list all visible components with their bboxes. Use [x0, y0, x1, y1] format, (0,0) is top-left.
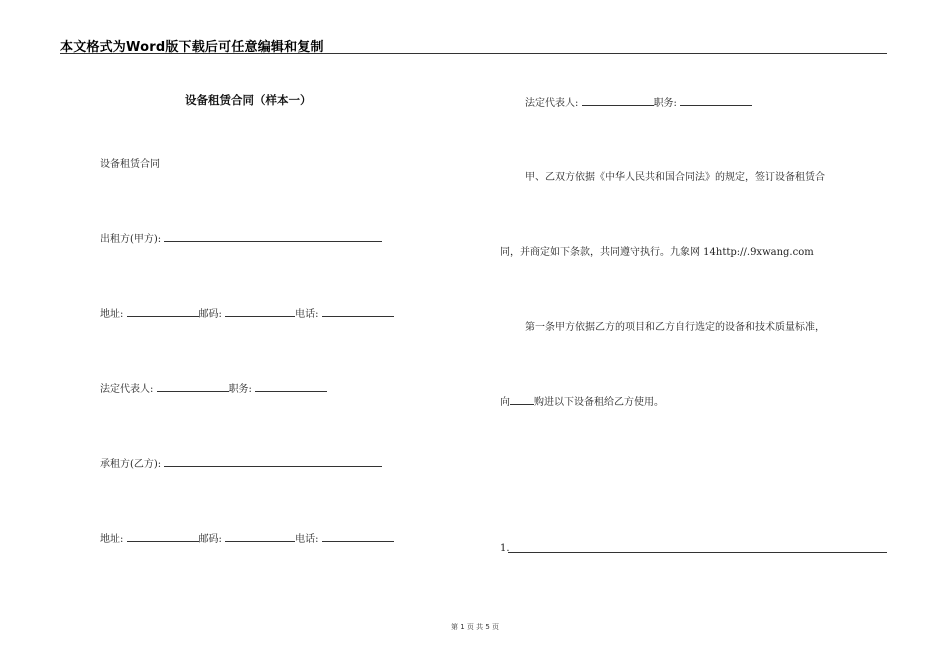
lessor-blank	[164, 231, 382, 242]
contract-subtitle: 设备租赁合同	[100, 159, 160, 170]
document-header: 本文格式为Word版下载后可任意编辑和复制	[60, 40, 324, 55]
lessor-legal-rep-row	[100, 380, 327, 395]
lessee-row	[100, 455, 382, 470]
header-rule	[60, 53, 887, 54]
postcode-blank	[225, 306, 295, 317]
postcode-label: 邮码:	[198, 534, 222, 545]
legal-rep-label: 法定代表人:	[525, 98, 579, 109]
lessor-label: 出租方(甲方):	[100, 234, 162, 245]
lessor-address-row	[100, 305, 394, 320]
address-blank	[127, 306, 199, 317]
para2-prefix: 向	[500, 397, 510, 408]
phone-blank	[322, 306, 394, 317]
address-blank	[127, 531, 199, 542]
legal-rep-blank	[157, 381, 229, 392]
lessor-row	[100, 230, 382, 245]
position-blank	[680, 95, 752, 106]
legal-rep-label: 法定代表人:	[100, 384, 154, 395]
address-label: 地址:	[100, 309, 124, 320]
para2-suffix: 购进以下设备租给乙方使用。	[534, 397, 664, 408]
postcode-blank	[225, 531, 295, 542]
paragraph-1-line-1: 甲、乙双方依据《中华人民共和国合同法》的规定，签订设备租赁合	[525, 172, 825, 183]
supplier-blank	[510, 394, 534, 405]
position-label: 职务:	[653, 98, 677, 109]
paragraph-2-line-2	[500, 393, 664, 408]
contract-title: 设备租赁合同（样本一）	[185, 93, 312, 107]
legal-rep-blank	[582, 95, 654, 106]
position-blank	[255, 381, 327, 392]
address-label: 地址:	[100, 534, 124, 545]
item-1-blank-line	[508, 552, 887, 553]
lessee-legal-rep-row	[525, 94, 752, 109]
lessee-label: 承租方(乙方):	[100, 459, 162, 470]
page-footer: 第 1 页 共 5 页	[450, 623, 500, 631]
phone-label: 电话:	[295, 534, 319, 545]
item-1-number: 1.	[500, 543, 510, 554]
phone-blank	[322, 531, 394, 542]
paragraph-2-line-1: 第一条甲方依据乙方的项目和乙方自行选定的设备和技术质量标准，	[525, 322, 825, 333]
paragraph-1-line-2: 同，并商定如下条款，共同遵守执行。九象网 14http://.9xwang.com	[500, 247, 814, 258]
position-label: 职务:	[228, 384, 252, 395]
phone-label: 电话:	[295, 309, 319, 320]
postcode-label: 邮码:	[198, 309, 222, 320]
lessee-address-row	[100, 530, 394, 545]
lessee-blank	[164, 456, 382, 467]
